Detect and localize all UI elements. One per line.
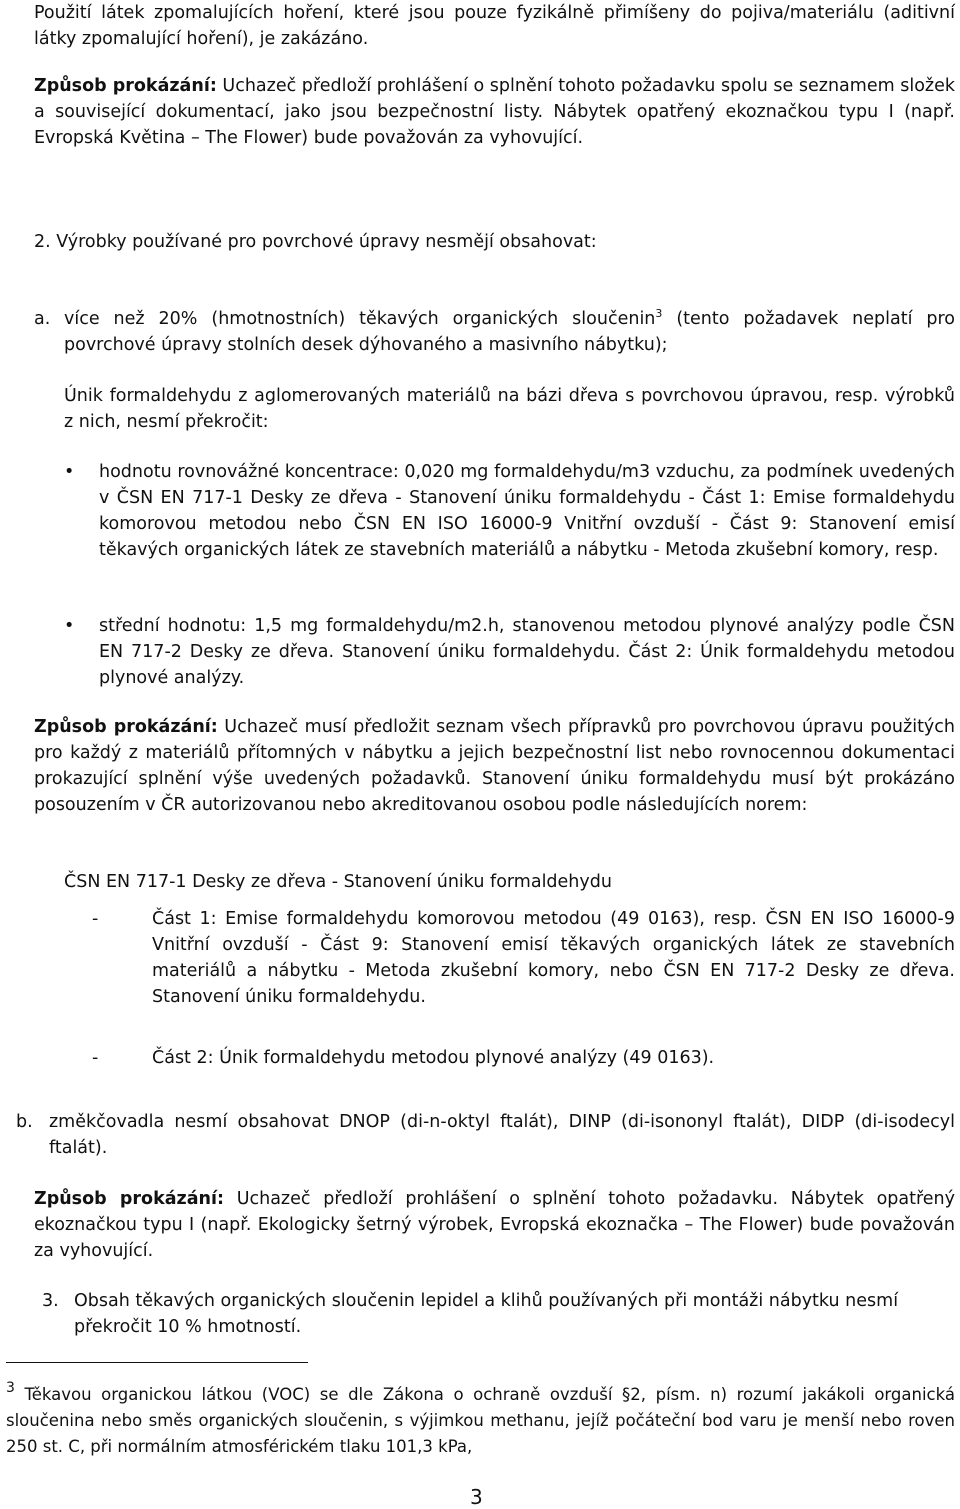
proof-label: Způsob prokázání: [34, 717, 218, 737]
proof-text: Uchazeč předloží prohlášení o splnění tohoto požadavku. Nábytek opatřený ekoznačkou typu I (např. Ekologicky šetrný výrobek, Evropská ekoznačka – The Flower) bude považován za vyhovující. [34, 1189, 955, 1261]
section-heading-2: 2. Výrobky používané pro povrchové úpravy nesmějí obsahovat: [34, 232, 597, 252]
paragraph-flame-retardants: Použití látek zpomalujících hoření, které jsou pouze fyzikálně přimíšeny do pojiva/materiálu (aditivní látky zpomalující hoření), je zakázáno. [34, 3, 955, 49]
footnote-reference: 3 [655, 307, 663, 320]
proof-paragraph-2 [34, 714, 955, 818]
list-label-a: a. [34, 309, 51, 329]
bullet-text-2: střední hodnotu: 1,5 mg formaldehydu/m2.h, stanovenou metodou plynové analýzy podle ČSN EN 717-2 Desky ze dřeva. Stanovení úniku formaldehydu. Část 2: Únik formaldehydu metodou plynové analýzy. [99, 616, 955, 688]
list-text-b: změkčovadla nesmí obsahovat DNOP (di-n-oktyl ftalát), DINP (di-isononyl ftalát), DIDP (di-isodecyl ftalát). [49, 1112, 955, 1158]
section-3-text: Obsah těkavých organických sloučenin lepidel a klihů používaných při montáži nábytku nesmí překročit 10 % hmotností. [74, 1291, 899, 1337]
dash-marker: - [92, 1048, 99, 1068]
proof-label: Způsob prokázání: [34, 1189, 224, 1209]
standard-heading: ČSN EN 717-1 Desky ze dřeva - Stanovení úniku formaldehydu [64, 872, 612, 892]
footnote [6, 1382, 955, 1460]
bullet-icon: • [64, 462, 75, 482]
list-text-a-part2: (tento požadavek neplatí pro povrchové úpravy stolních desek dýhovaného a masivního nábytku); [64, 309, 956, 355]
proof-label: Způsob prokázání: [34, 76, 217, 96]
proof-text: Uchazeč musí předložit seznam všech přípravků pro povrchovou úpravu použitých pro každý z materiálů přítomných v nábytku a jejich bezpečnostní list nebo rovnocennou dokumentaci prokazující splnění výše uvedených požadavků. Stanovení úniku formaldehydu musí být prokázáno posouzením v ČR autorizovanou nebo akreditovanou osobou podle následujících norem: [34, 717, 956, 815]
dash-text-1: Část 1: Emise formaldehydu komorovou metodou (49 0163), resp. ČSN EN ISO 16000-9 Vnitřní ovzduší - Část 9: Stanovení emisí těkavých organických látek ze stavebních materiálů a nábytku - Metoda zkušební komory, nebo ČSN EN 717-2 Desky ze dřeva. Stanovení úniku formaldehydu. [152, 909, 955, 1007]
footnote-divider [6, 1362, 308, 1363]
list-text-a [64, 306, 955, 358]
proof-paragraph-1 [34, 73, 955, 151]
section-3-label: 3. [42, 1291, 59, 1311]
list-label-b: b. [16, 1112, 33, 1132]
proof-text: Uchazeč předloží prohlášení o splnění tohoto požadavku spolu se seznamem složek a související dokumentací, jako jsou bezpečnostní listy. Nábytek opatřený ekoznačkou typu I (např. Evropská Květina – The Flower) bude považován za vyhovující. [34, 76, 955, 148]
dash-marker: - [92, 909, 99, 929]
paragraph-formaldehyde-limit: Únik formaldehydu z aglomerovaných materiálů na bázi dřeva s povrchovou úpravou, resp. výrobků z nich, nesmí překročit: [64, 386, 955, 432]
bullet-icon: • [64, 616, 75, 636]
footnote-text: Těkavou organickou látkou (VOC) se dle Zákona o ochraně ovzduší §2, písm. n) rozumí jakákoli organická sloučenina nebo směs organických sloučenin, s výjimkou methanu, jejíž počáteční bod varu je menší nebo roven 250 st. C, při normálním atmosférickém tlaku 101,3 kPa, [6, 1385, 955, 1456]
dash-text-2: Část 2: Únik formaldehydu metodou plynové analýzy (49 0163). [152, 1048, 715, 1068]
page-number: 3 [470, 1485, 483, 1509]
bullet-text-1: hodnotu rovnovážné koncentrace: 0,020 mg formaldehydu/m3 vzduchu, za podmínek uvedených v ČSN EN 717-1 Desky ze dřeva - Stanovení úniku formaldehydu - Část 1: Emise formaldehydu komorovou metodou nebo ČSN EN ISO 16000-9 Vnitřní ovzduší - Část 9: Stanovení emisí těkavých organických látek ze stavebních materiálů a nábytku - Metoda zkušební komory, resp. [99, 462, 955, 560]
footnote-mark: 3 [6, 1380, 15, 1396]
list-text-a-part1: více než 20% (hmotnostních) těkavých organických sloučenin [64, 309, 656, 329]
proof-paragraph-3 [34, 1186, 955, 1264]
